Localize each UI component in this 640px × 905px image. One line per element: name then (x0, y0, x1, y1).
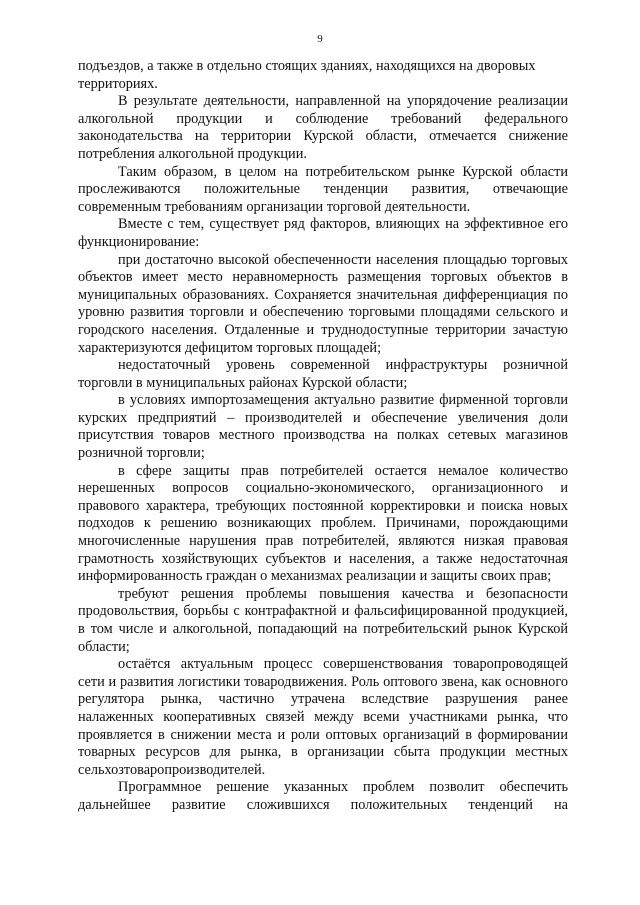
paragraph-logistics: остаётся актуальным процесс совершенствования товаропроводящей сети и развития логистики товародвижения. Роль оптового звена, как основного регулятора рынка, частично утрачена вследствие разрушения ранее налаженных кооперативных связей между всеми участниками рынка, что проявляется в снижении места и роли оптовых организаций в формировании товарных ресурсов для рынка, в организации сбыта продукции местных сельхозтоваропроизводителей. (78, 656, 568, 778)
paragraph-consumer-rights: в сфере защиты прав потребителей остается немалое количество нерешенных вопросов социально-экономического, организационного и правового характера, требующих постоянной корректировки и поиска новых подходов к решению возникающих проблем. Причинами, порождающими многочисленные нарушения прав потребителей, являются низкая правовая грамотность хозяйствующих субъектов и населения, а также недостаточная информированность граждан о механизмах реализации и защиты своих прав; (78, 462, 568, 585)
paragraph-continuation: подъездов, а также в отдельно стоящих зданиях, находящихся на дворовых территориях. (78, 58, 536, 92)
paragraph-factors-intro: Вместе с тем, существует ряд факторов, влияющих на эффективное его функционирование: (78, 216, 568, 250)
paragraph-program-solution: Программное решение указанных проблем позволит обеспечить дальнейшее развитие сложившихся положительных тенденций на (78, 779, 568, 813)
page-number: 9 (317, 33, 323, 45)
document-body (78, 58, 568, 815)
paragraph-infrastructure: недостаточный уровень современной инфраструктуры розничной торговли в муниципальных районах Курской области; (78, 357, 568, 391)
paragraph-summary: Таким образом, в целом на потребительском рынке Курской области прослеживаются положительные тенденции развития, отвечающие современным требованиям организации торговой деятельности. (78, 163, 568, 215)
paragraph-result: В результате деятельности, направленной на упорядочение реализации алкогольной продукции и соблюдение требований федерального законодательства на территории Курской области, отмечается снижение потребления алкогольной продукции. (78, 93, 568, 162)
paragraph-trade-area: при достаточно высокой обеспеченности населения площадью торговых объектов имеет место неравномерность размещения торговых объектов в муниципальных образованиях. Сохраняется значительная дифференциация по уровню развития торговли и обеспечению торговыми площадями сельского и городского населения. Отдаленные и труднодоступные территории зачастую характеризуются дефицитом торговых площадей; (78, 251, 568, 356)
paragraph-food-safety: требуют решения проблемы повышения качества и безопасности продовольствия, борьбы с контрафактной и фальсифицированной продукцией, в том числе и алкогольной, попадающий на потребительский рынок Курской области; (78, 585, 568, 655)
paragraph-import-substitution: в условиях импортозамещения актуально развитие фирменной торговли курских предприятий – производителей и обеспечение увеличения доли присутствия товаров местного производства на полках сетевых магазинов розничной торговли; (78, 392, 568, 462)
